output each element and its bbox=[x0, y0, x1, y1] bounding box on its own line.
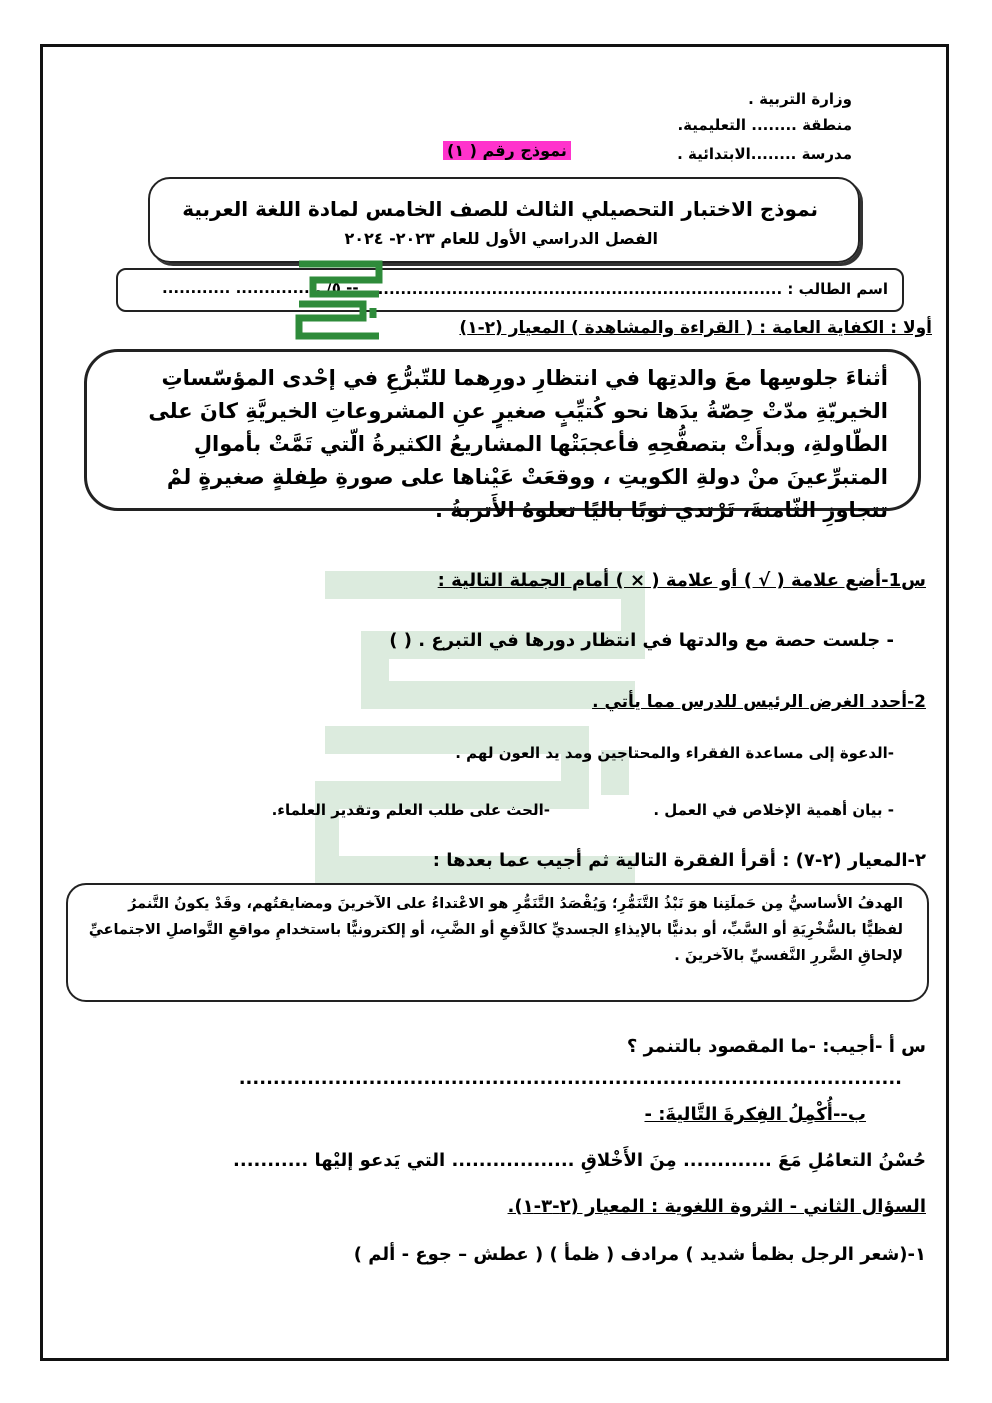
q2-instruction: 2-أحدد الغرض الرئيس للدرس مما يأتي . bbox=[592, 692, 926, 712]
reading-passage-box bbox=[84, 349, 921, 522]
student-name-field[interactable]: اسم الطالب : .......................................................................... bbox=[360, 280, 888, 298]
school-line: مدرسة ........الابتدائية . bbox=[677, 145, 852, 163]
q2-option-3[interactable]: -الحث على طلب العلم وتقدير العلماء. bbox=[271, 801, 550, 819]
question-a: س أ -أجيب: -ما المقصود بالتنمر ؟ bbox=[626, 1036, 926, 1057]
student-info-box bbox=[116, 268, 904, 312]
section2-heading: ٢-المعيار (٢-٧) : أقرأ الفقرة التالية ثم أجيب عما بعدها : bbox=[432, 850, 926, 871]
reading-passage: أثناءَ جلوسِها معَ والدتِها في انتظارِ دورِهما للتّبرُّعِ في إحْدى المؤسّساتِ الخيريّةِ مدّتْ حِصّةُ يدَها نحو كُتيِّبٍ صغيرٍ عنِ المشروعاتِ الخيريَّةِ كانَ على الطّاولةِ، وبدأَتْ بتصفُّحِهِ فأعجبَتْها المشاريعُ الكثيرةُ الّتي تَمَّتْ بأموالِ المتبرِّعينَ منْ دولةِ الكويتِ ، ووقعَتْ عَيْناها على صورةِ طِفلةٍ صغيرةٍ لمْ تتجاوزِ الثّامنةَ، تَرْتدي ثوبًا باليًا تعلوهُ الأَتربةُ . bbox=[148, 366, 888, 522]
q2-option-1[interactable]: -الدعوة إلى مساعدة الفقراء والمحتاجين ومد يد العون لهم . bbox=[455, 744, 894, 762]
model-number-tag: نموذج رقم ( ١) bbox=[443, 141, 571, 160]
watermark-logo-icon bbox=[315, 565, 645, 895]
section1-heading: أولا : الكفاية العامة : ( القراءة والمشاهدة ) المعيار (٢-١) bbox=[459, 318, 932, 338]
section3-item-1[interactable]: ١-(شعر الرجل بظمأ شديد ) مرادف ( ظمأ ) ( عطش – جوع - ألم ) bbox=[353, 1244, 926, 1265]
q1-instruction: س1-أضع علامة ( √ ) أو علامة ( × ) أمام الجملة التالية : bbox=[437, 570, 926, 591]
bullying-passage: الهدفُ الأساسيُّ مِن حَملَتِنا هوَ نَبْذُ التَّنَمُّرِ؛ وَيُقْصَدُ التَّنَمُّرِ هو الاعْتداءُ على الآخرينَ ومضايقتُهم، وقَدْ يكونُ التَّنمرُ لفظيًّا بالسُّخْرِيَةِ أو السَّبِّ، أو بدنيًّا بالإيذاءِ الجسديِّ كالدَّفعِ أو الضَّبِ، أو إلكترونيًّا باستخدامِ مواقعِ التَّواصلِ الاجتماعيِّ لإلحاقِ الضَّررِ النَّفسيِّ بالآخرينَ . bbox=[88, 896, 903, 964]
exam-title-box bbox=[148, 177, 860, 263]
question-b-sentence[interactable]: حُسْنُ التعامُلِ مَعَ ............. مِنَ الأَخْلاقِ .................. التي يَدعو إليْها ........... bbox=[233, 1150, 926, 1171]
region-line: منطقة ........ التعليمية. bbox=[677, 116, 852, 134]
ministry-line: وزارة التربية . bbox=[748, 90, 852, 108]
section3-heading: السؤال الثاني - الثروة اللغوية : المعيار (٢-٣-١). bbox=[507, 1196, 926, 1217]
q1-statement[interactable]: - جلست حصة مع والدتها في انتظار دورها في التبرع . ( ) bbox=[389, 630, 894, 651]
question-a-answer-line[interactable]: ................................................................................................. bbox=[238, 1068, 902, 1089]
exam-subtitle: الفصل الدراسي الأول للعام ٢٠٢٣- ٢٠٢٤ bbox=[344, 229, 658, 248]
school-logo-icon bbox=[293, 258, 385, 342]
q2-option-2[interactable]: - بيان أهمية الإخلاص في العمل . bbox=[653, 801, 894, 819]
bullying-passage-box bbox=[66, 883, 929, 1002]
exam-title: نموذج الاختبار التحصيلي الثالث للصف الخامس لمادة اللغة العربية bbox=[182, 197, 818, 221]
score-field[interactable]: -- ٥/ ............... ............ bbox=[162, 279, 359, 297]
question-b-instruction: ب--أُكْمِلُ الفِكرةَ التَّاليةَ: - bbox=[644, 1104, 866, 1125]
